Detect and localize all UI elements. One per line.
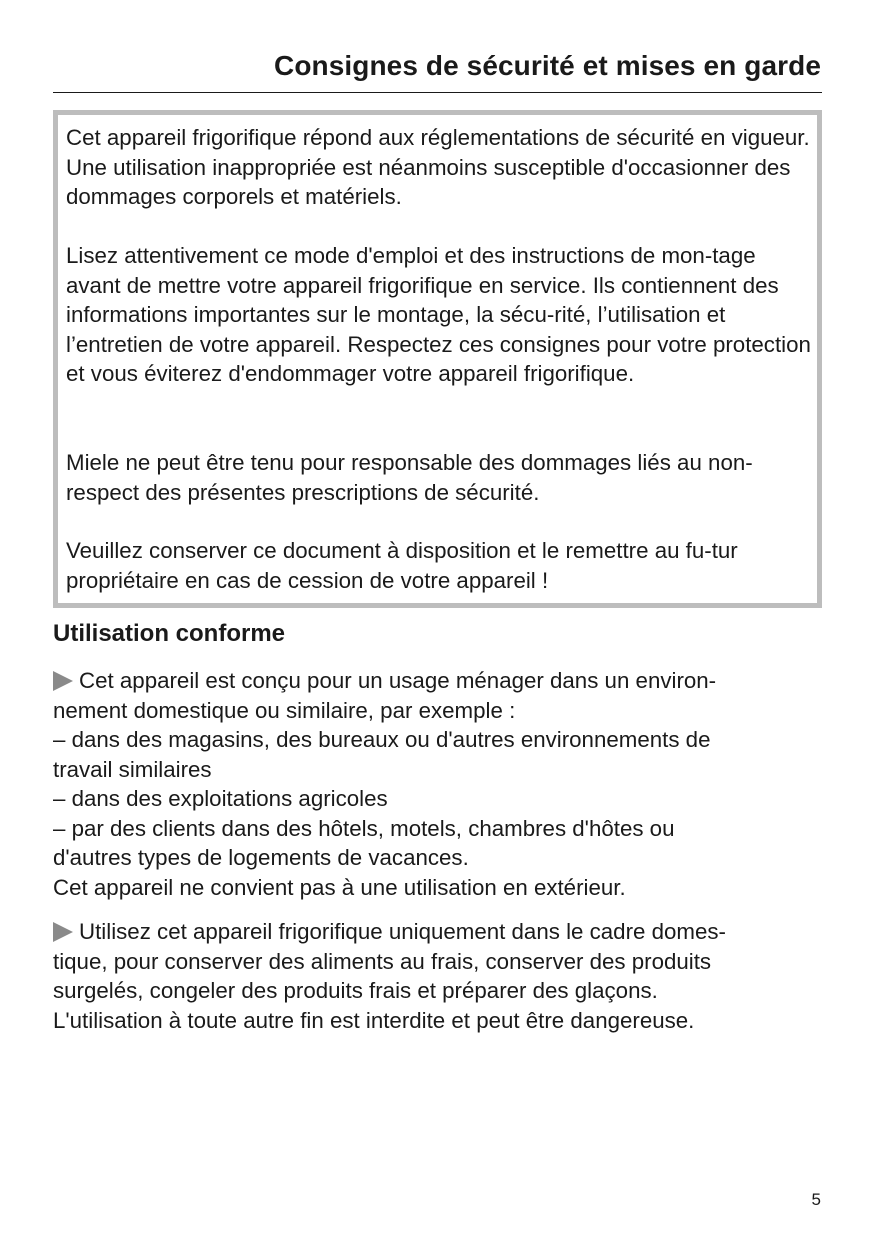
- triangle-bullet-icon: [53, 922, 73, 942]
- triangle-bullet-icon: [53, 671, 73, 691]
- bullet-text-line: Utilisez cet appareil frigorifique uniquement dans le cadre domes-: [79, 919, 726, 944]
- usage-bullet-household: [53, 666, 823, 902]
- warning-paragraph: Cet appareil frigorifique répond aux réglementations de sécurité en vigueur. Une utilisation inappropriée est néanmoins susceptible d'occasionner des dommages corporels et matériels.: [66, 125, 810, 209]
- bullet-text-line: Cet appareil est conçu pour un usage ménager dans un environ-: [79, 668, 717, 693]
- usage-bullet-purpose: [53, 917, 823, 1035]
- warning-paragraph: Veuillez conserver ce document à disposition et le remettre au fu-tur propriétaire en cas de cession de votre appareil !: [66, 538, 738, 593]
- bullet-text-line: tique, pour conserver des aliments au frais, conserver des produits: [53, 948, 712, 974]
- title-divider: [53, 92, 822, 93]
- bullet-text-line: Cet appareil ne convient pas à une utilisation en extérieur.: [53, 874, 626, 900]
- safety-warning-box: [53, 110, 822, 608]
- page-title: Consignes de sécurité et mises en garde: [274, 50, 821, 81]
- warning-paragraph: Miele ne peut être tenu pour responsable des dommages liés au non-respect des présentes prescriptions de sécurité.: [66, 450, 753, 505]
- section-heading: Utilisation conforme: [53, 620, 286, 647]
- bullet-text-line: – dans des magasins, des bureaux ou d'autres environnements de: [53, 727, 711, 752]
- bullet-text-line: – dans des exploitations agricoles: [53, 786, 388, 811]
- bullet-text-line: – par des clients dans des hôtels, motels, chambres d'hôtes ou: [53, 815, 675, 841]
- bullet-text-line: surgelés, congeler des produits frais et préparer des glaçons.: [53, 978, 658, 1003]
- bullet-text-line: travail similaires: [53, 756, 212, 782]
- bullet-text-line: nement domestique ou similaire, par exemple :: [53, 697, 516, 723]
- bullet-text-line: L'utilisation à toute autre fin est interdite et peut être dangereuse.: [53, 1007, 695, 1033]
- bullet-text-line: d'autres types de logements de vacances.: [53, 845, 469, 870]
- warning-paragraph: Lisez attentivement ce mode d'emploi et des instructions de mon-tage avant de mettre votre appareil frigorifique en service. Ils contiennent des informations importantes sur le montage, la sécu-rité, l’utilisation et l’entretien de votre appareil. Respectez ces consignes pour votre protection et vous éviterez d'endommager votre appareil frigorifique.: [66, 243, 811, 386]
- page-number: 5: [811, 1190, 821, 1209]
